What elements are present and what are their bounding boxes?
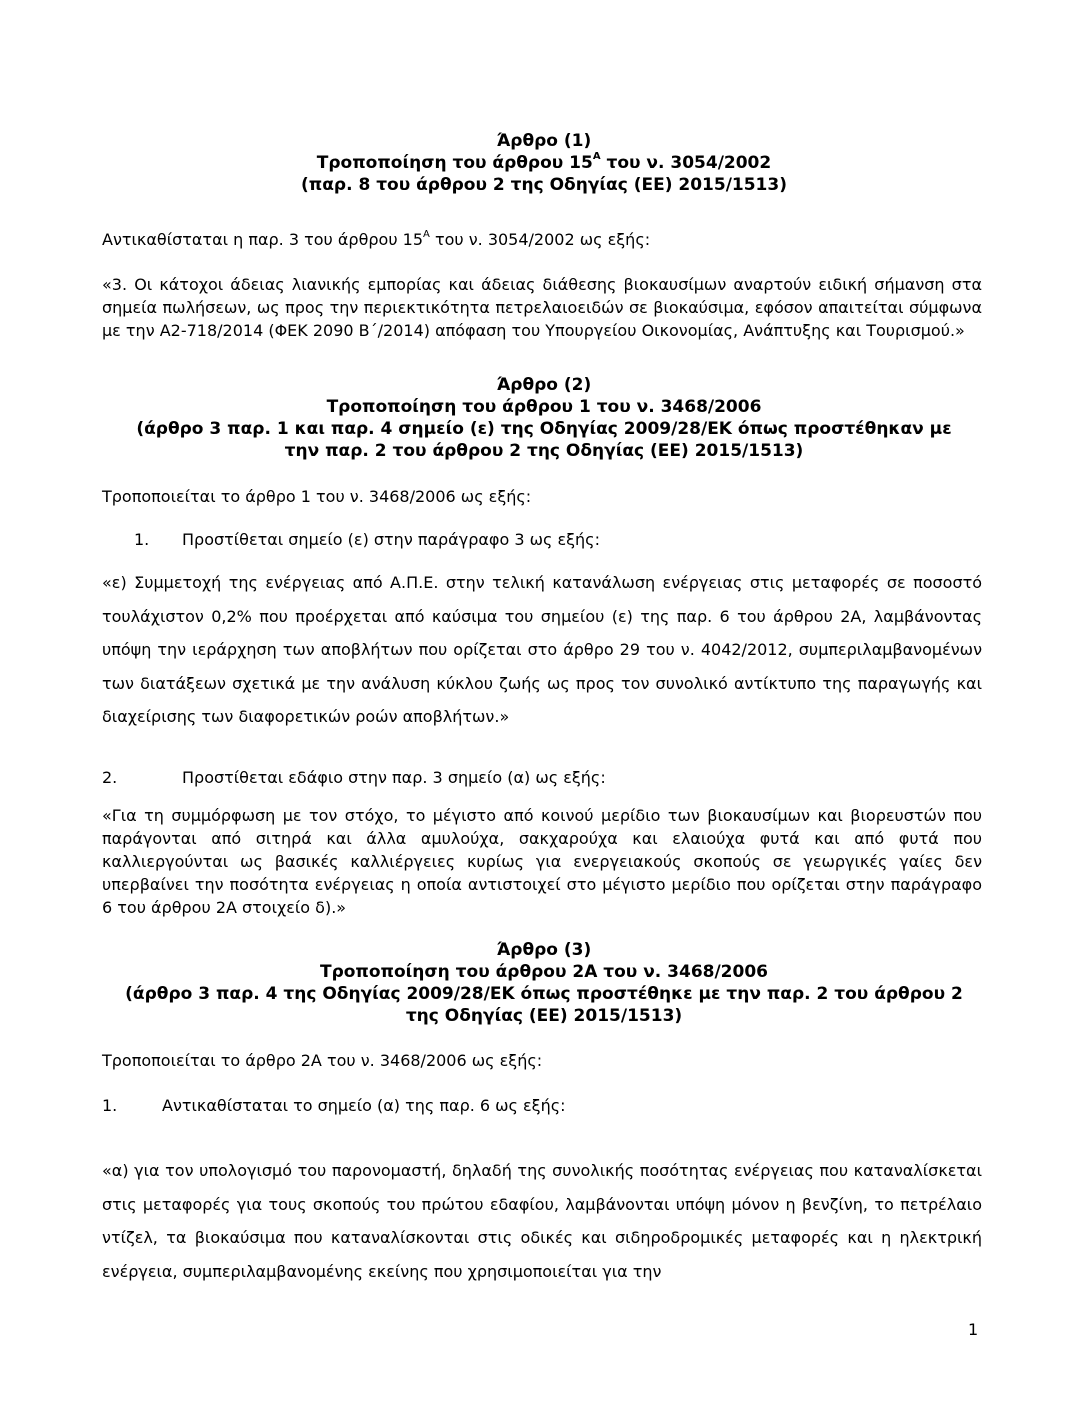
- article-2-quote-1: «ε) Συμμετοχή της ενέργειας από Α.Π.Ε. στην τελική κατανάλωση ενέργειας στις μεταφορές σε ποσοστό τουλάχιστον 0,2% που προέρχεται από καύσιμα του σημείου (ε) της παρ. 6 του άρθρου 2Α, λαμβάνοντας υπόψη την ιεράρχηση των αποβλήτων που ορίζεται στο άρθρο 29 του ν. 4042/2012, συμπεριλαμβανομένων των διατάξεων σχετικά με την ανάλυση κύκλου ζωής ως προς τον συνολικό αντίκτυπο της παραγωγής και διαχείρισης των διαφορετικών ροών αποβλήτων.»: [102, 573, 982, 726]
- article-1-subtitle: Τροποποίηση του άρθρου $15^A$ του ν. 3054/2002: [316, 151, 772, 173]
- article-3-reference-line-2: της Οδηγίας (ΕΕ) 2015/1513): [405, 1006, 683, 1026]
- article-3-subtitle: Τροποποίηση του άρθρου 2Α του ν. 3468/2006: [319, 962, 768, 982]
- article-3-item-1-number: 1.: [102, 1096, 118, 1115]
- article-1-intro: Αντικαθίσταται η παρ. 3 του άρθρου $15^A$ του ν. 3054/2002 ως εξής:: [102, 228, 651, 249]
- article-1-reference: (παρ. 8 του άρθρου 2 της Οδηγίας (ΕΕ) 2015/1513): [301, 175, 787, 195]
- article-3-quote-1: «α) για τον υπολογισμό του παρονομαστή, δηλαδή της συνολικής ποσότητας ενέργειας που καταναλίσκεται στις μεταφορές για τους σκοπούς του πρώτου εδαφίου, λαμβάνονται υπόψη μόνον η βενζίνη, το πετρέλαιο ντίζελ, τα βιοκαύσιμα που καταναλίσκονται στις οδικές και σιδηροδρομικές μεταφορές και η ηλεκτρική ενέργεια, συμπεριλαμβανομένης εκείνης που χρησιμοποιείται για την: [102, 1161, 982, 1281]
- article-3-intro: Τροποποιείται το άρθρο 2Α του ν. 3468/2006 ως εξής:: [102, 1051, 543, 1070]
- article-2-item-1-text: Προστίθεται σημείο (ε) στην παράγραφο 3 ως εξής:: [182, 530, 600, 549]
- article-2-subtitle: Τροποποίηση του άρθρου 1 του ν. 3468/2006: [326, 397, 762, 417]
- article-3-reference-line-1: (άρθρο 3 παρ. 4 της Οδηγίας 2009/28/ΕΚ όπως προστέθηκε με την παρ. 2 του άρθρου 2: [125, 984, 963, 1004]
- article-2-item-2-text: Προστίθεται εδάφιο στην παρ. 3 σημείο (α) ως εξής:: [182, 768, 606, 787]
- article-2-intro: Τροποποιείται το άρθρο 1 του ν. 3468/2006 ως εξής:: [102, 487, 532, 506]
- article-3-heading: [100, 939, 988, 1027]
- article-3-title: Άρθρο (3): [496, 940, 592, 960]
- article-3-item-1-text: Αντικαθίσταται το σημείο (α) της παρ. 6 ως εξής:: [162, 1096, 566, 1115]
- article-1-quote: «3. Οι κάτοχοι άδειας λιανικής εμπορίας και άδειας διάθεσης βιοκαυσίμων αναρτούν ειδική σήμανση στα σημεία πωλήσεων, ως προς την περιεκτικότητα πετρελαιοειδών σε βιοκαύσιμα, εφόσον απαιτείται σύμφωνα με την Α2-718/2014 (ΦΕΚ 2090 Β΄/2014) απόφαση του Υπουργείου Οικονομίας, Ανάπτυξης και Τουρισμού.»: [102, 275, 982, 340]
- page-number: 1: [968, 1320, 979, 1339]
- article-2-reference-line-1: (άρθρο 3 παρ. 1 και παρ. 4 σημείο (ε) της Οδηγίας 2009/28/ΕΚ όπως προστέθηκαν με: [136, 419, 952, 439]
- article-2-item-1-number: 1.: [134, 530, 150, 549]
- article-2-item-2-number: 2.: [102, 768, 118, 787]
- article-1-heading: [100, 130, 988, 196]
- article-2-heading: [100, 374, 988, 462]
- article-2-title: Άρθρο (2): [496, 375, 592, 395]
- article-1-title: Άρθρο (1): [496, 131, 592, 151]
- article-2-reference-line-2: την παρ. 2 του άρθρου 2 της Οδηγίας (ΕΕ) 2015/1513): [284, 441, 804, 461]
- article-2-quote-2: «Για τη συμμόρφωση με τον στόχο, το μέγιστο από κοινού μερίδιο των βιοκαυσίμων και βιορευστών που παράγονται από σιτηρά και άλλα αμυλούχα, σακχαρούχα και ελαιούχα φυτά και από φυτά που καλλιεργούνται ως βασικές καλλιέργειες κυρίως για ενεργειακούς σκοπούς σε γεωργικές γαίες δεν υπερβαίνει την ποσότητα ενέργειας η οποία αντιστοιχεί στο μέγιστο μερίδιο που ορίζεται στην παράγραφο 6 του άρθρου 2Α στοιχείο δ).»: [102, 806, 982, 917]
